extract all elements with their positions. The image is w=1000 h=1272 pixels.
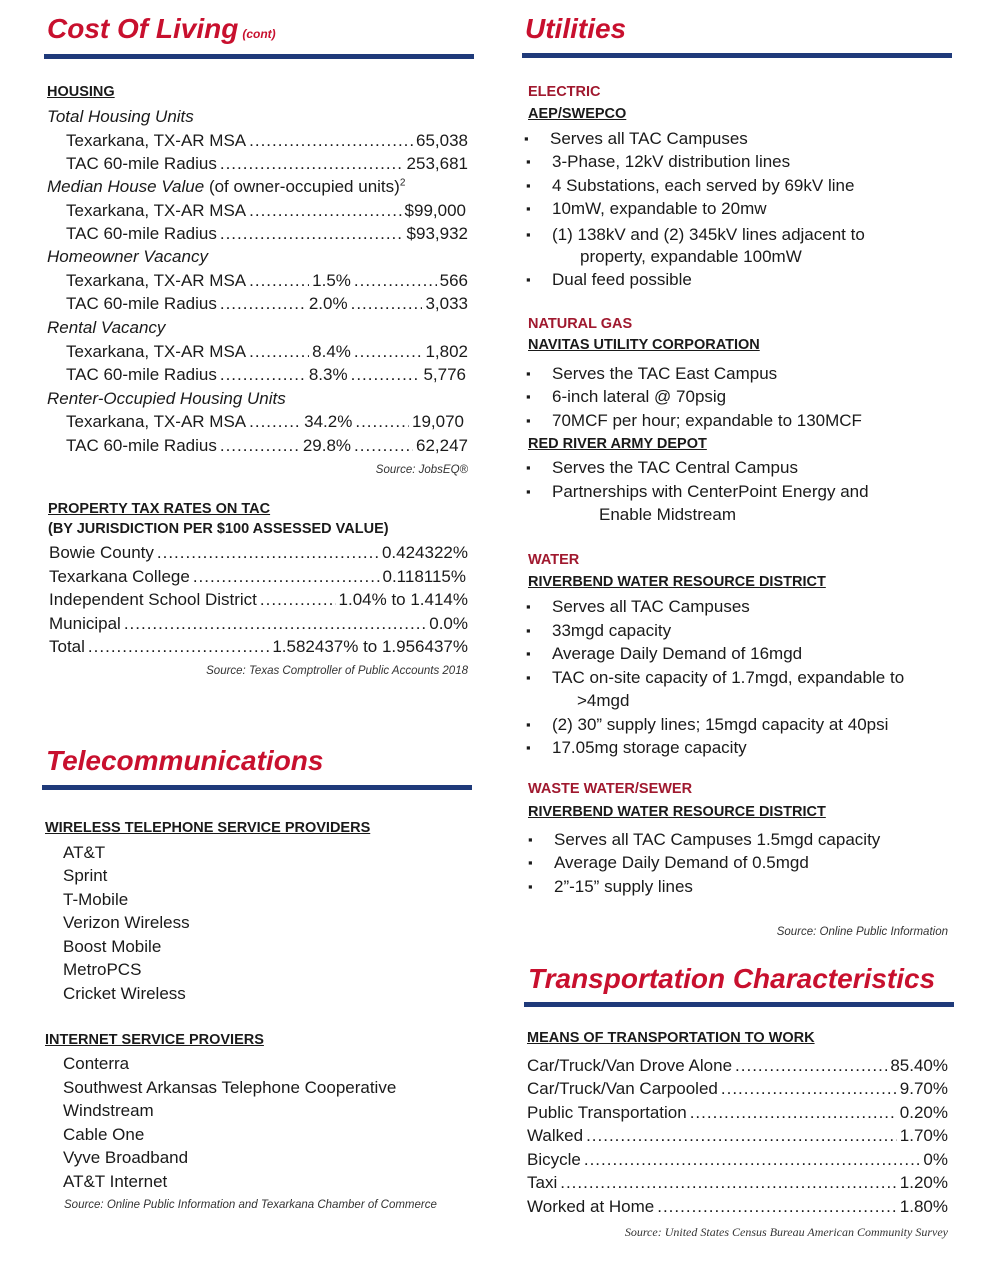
electric-bullet: ▪ Dual feed possible	[552, 271, 692, 288]
wireless-item: T-Mobile	[63, 890, 129, 909]
tax-row: Texarkana College ..... 0.118115%	[49, 568, 466, 585]
gas-bullet-cont: Enable Midstream	[599, 505, 737, 524]
electric-bullet: ▪ 4 Substations, each served by 69kV line	[552, 177, 854, 194]
homeowner-row: Texarkana, TX-AR MSA ..... 1.5% ..... 566	[66, 272, 468, 289]
gas-bullet: ▪ 6-inch lateral @ 70psig	[552, 388, 726, 405]
internet-item: Windstream	[63, 1101, 154, 1120]
transport-row: Car/Truck/Van Carpooled ..... 9.70%	[527, 1080, 948, 1097]
gas-bullet: ▪ Serves the TAC Central Campus	[552, 459, 798, 476]
tax-source: Source: Texas Comptroller of Public Accounts 2018	[206, 665, 468, 677]
gas-bullet: ▪ Partnerships with CenterPoint Energy and	[552, 483, 869, 500]
sewer-bullet: ▪ Average Daily Demand of 0.5mgd	[554, 854, 809, 871]
housing-header: HOUSING	[47, 84, 115, 100]
telecom-source: Source: Online Public Information and Texarkana Chamber of Commerce	[64, 1199, 437, 1211]
wireless-header: WIRELESS TELEPHONE SERVICE PROVIDERS	[45, 820, 371, 836]
sewer-bullet: ▪ Serves all TAC Campuses 1.5mgd capacity	[554, 831, 880, 848]
tax-row: Independent School District ..... 1.04% to 1.414%	[49, 591, 468, 608]
title-text: Cost Of Living	[47, 13, 239, 44]
gas-provider: NAVITAS UTILITY CORPORATION	[528, 337, 760, 353]
renter-row: Texarkana, TX-AR MSA ..... 34.2% ..... 19,070	[66, 413, 464, 430]
median-row: TAC 60-mile Radius ..... $93,932	[66, 225, 468, 242]
sewer-bullet: ▪ 2”-15” supply lines	[554, 878, 693, 895]
rental-row: TAC 60-mile Radius ..... 8.3% ..... 5,776	[66, 366, 466, 383]
wireless-item: Verizon Wireless	[63, 913, 190, 932]
wireless-item: Boost Mobile	[63, 937, 162, 956]
renter-row: TAC 60-mile Radius ..... 29.8% ..... 62,247	[66, 437, 468, 454]
tax-row: Bowie County ..... 0.424322%	[49, 544, 468, 561]
internet-item: Cable One	[63, 1125, 145, 1144]
total-units-row: TAC 60-mile Radius ..... 253,681	[66, 155, 468, 172]
internet-item: Southwest Arkansas Telephone Cooperative	[63, 1078, 397, 1097]
transport-rule	[524, 1002, 954, 1007]
electric-provider: AEP/SWEPCO	[528, 106, 627, 122]
tax-row: Total ..... 1.582437% to 1.956437%	[49, 638, 468, 655]
water-bullet: ▪ TAC on-site capacity of 1.7mgd, expandable to	[552, 669, 904, 686]
wireless-item: AT&T	[63, 843, 106, 862]
transport-source: Source: United States Census Bureau American Community Survey	[624, 1225, 948, 1239]
transport-row: Car/Truck/Van Drove Alone ..... 85.40%	[527, 1057, 948, 1074]
water-bullet: ▪ (2) 30” supply lines; 15mgd capacity at 40psi	[552, 716, 888, 733]
wireless-item: MetroPCS	[63, 960, 142, 979]
transport-row: Public Transportation ..... 0.20%	[527, 1104, 948, 1121]
tax-subheader: (BY JURISDICTION PER $100 ASSESSED VALUE)	[48, 521, 389, 537]
internet-item: AT&T Internet	[63, 1172, 168, 1191]
electric-category: ELECTRIC	[528, 84, 601, 100]
homeowner-label: Homeowner Vacancy	[47, 247, 208, 266]
gas-provider-2: RED RIVER ARMY DEPOT	[528, 436, 707, 452]
utilities-rule	[522, 53, 952, 58]
transport-row: Bicycle ..... 0%	[527, 1151, 948, 1168]
electric-bullet-cont: property, expandable 100mW	[580, 247, 802, 266]
transport-title: Transportation Characteristics	[528, 963, 936, 994]
telecom-title: Telecommunications	[46, 745, 324, 776]
internet-item: Conterra	[63, 1054, 130, 1073]
housing-source: Source: JobsEQ®	[375, 464, 468, 476]
transport-row: Taxi ..... 1.20%	[527, 1174, 948, 1191]
median-label: Median House Value (of owner-occupied units)$^2$	[47, 177, 406, 196]
water-bullet: ▪ 17.05mg storage capacity	[552, 739, 747, 756]
renter-label: Renter-Occupied Housing Units	[47, 389, 286, 408]
sewer-provider: RIVERBEND WATER RESOURCE DISTRICT	[528, 804, 826, 820]
gas-bullet: ▪ Serves the TAC East Campus	[552, 365, 777, 382]
tax-header: PROPERTY TAX RATES ON TAC	[48, 501, 271, 517]
electric-bullet: ▪ Serves all TAC Campuses	[550, 130, 748, 147]
utilities-source: Source: Online Public Information	[776, 926, 948, 938]
transport-row: Walked ..... 1.70%	[527, 1127, 948, 1144]
total-units-label: Total Housing Units	[47, 107, 194, 126]
water-bullet-cont: >4mgd	[577, 691, 630, 710]
internet-header: INTERNET SERVICE PROVIERS	[45, 1032, 264, 1048]
wireless-item: Cricket Wireless	[63, 984, 186, 1003]
water-bullet: ▪ 33mgd capacity	[552, 622, 671, 639]
total-units-row: Texarkana, TX-AR MSA ..... 65,038	[66, 132, 468, 149]
sewer-category: WASTE WATER/SEWER	[528, 781, 693, 797]
rental-row: Texarkana, TX-AR MSA ..... 8.4% ..... 1,802	[66, 343, 468, 360]
electric-bullet: ▪ 10mW, expandable to 20mw	[552, 200, 767, 217]
internet-item: Vyve Broadband	[63, 1148, 189, 1167]
electric-bullet: ▪ (1) 138kV and (2) 345kV lines adjacent to	[552, 226, 865, 243]
water-provider: RIVERBEND WATER RESOURCE DISTRICT	[528, 574, 826, 590]
transport-header: MEANS OF TRANSPORTATION TO WORK	[527, 1030, 815, 1046]
gas-bullet: ▪ 70MCF per hour; expandable to 130MCF	[552, 412, 862, 429]
homeowner-row: TAC 60-mile Radius ..... 2.0% ..... 3,033	[66, 295, 468, 312]
tax-row: Municipal ..... 0.0%	[49, 615, 468, 632]
water-bullet: ▪ Serves all TAC Campuses	[552, 598, 750, 615]
electric-bullet: ▪ 3-Phase, 12kV distribution lines	[552, 153, 790, 170]
cost-of-living-title	[47, 15, 276, 43]
telecom-rule	[42, 785, 472, 790]
title-rule	[44, 54, 474, 59]
water-category: WATER	[528, 552, 580, 568]
median-row: Texarkana, TX-AR MSA ..... $99,000	[66, 202, 466, 219]
utilities-title: Utilities	[525, 13, 627, 44]
gas-category: NATURAL GAS	[528, 316, 633, 332]
transport-row: Worked at Home ..... 1.80%	[527, 1198, 948, 1215]
water-bullet: ▪ Average Daily Demand of 16mgd	[552, 645, 802, 662]
wireless-item: Sprint	[63, 866, 108, 885]
rental-label: Rental Vacancy	[47, 318, 166, 337]
title-note: (cont)	[242, 27, 276, 41]
